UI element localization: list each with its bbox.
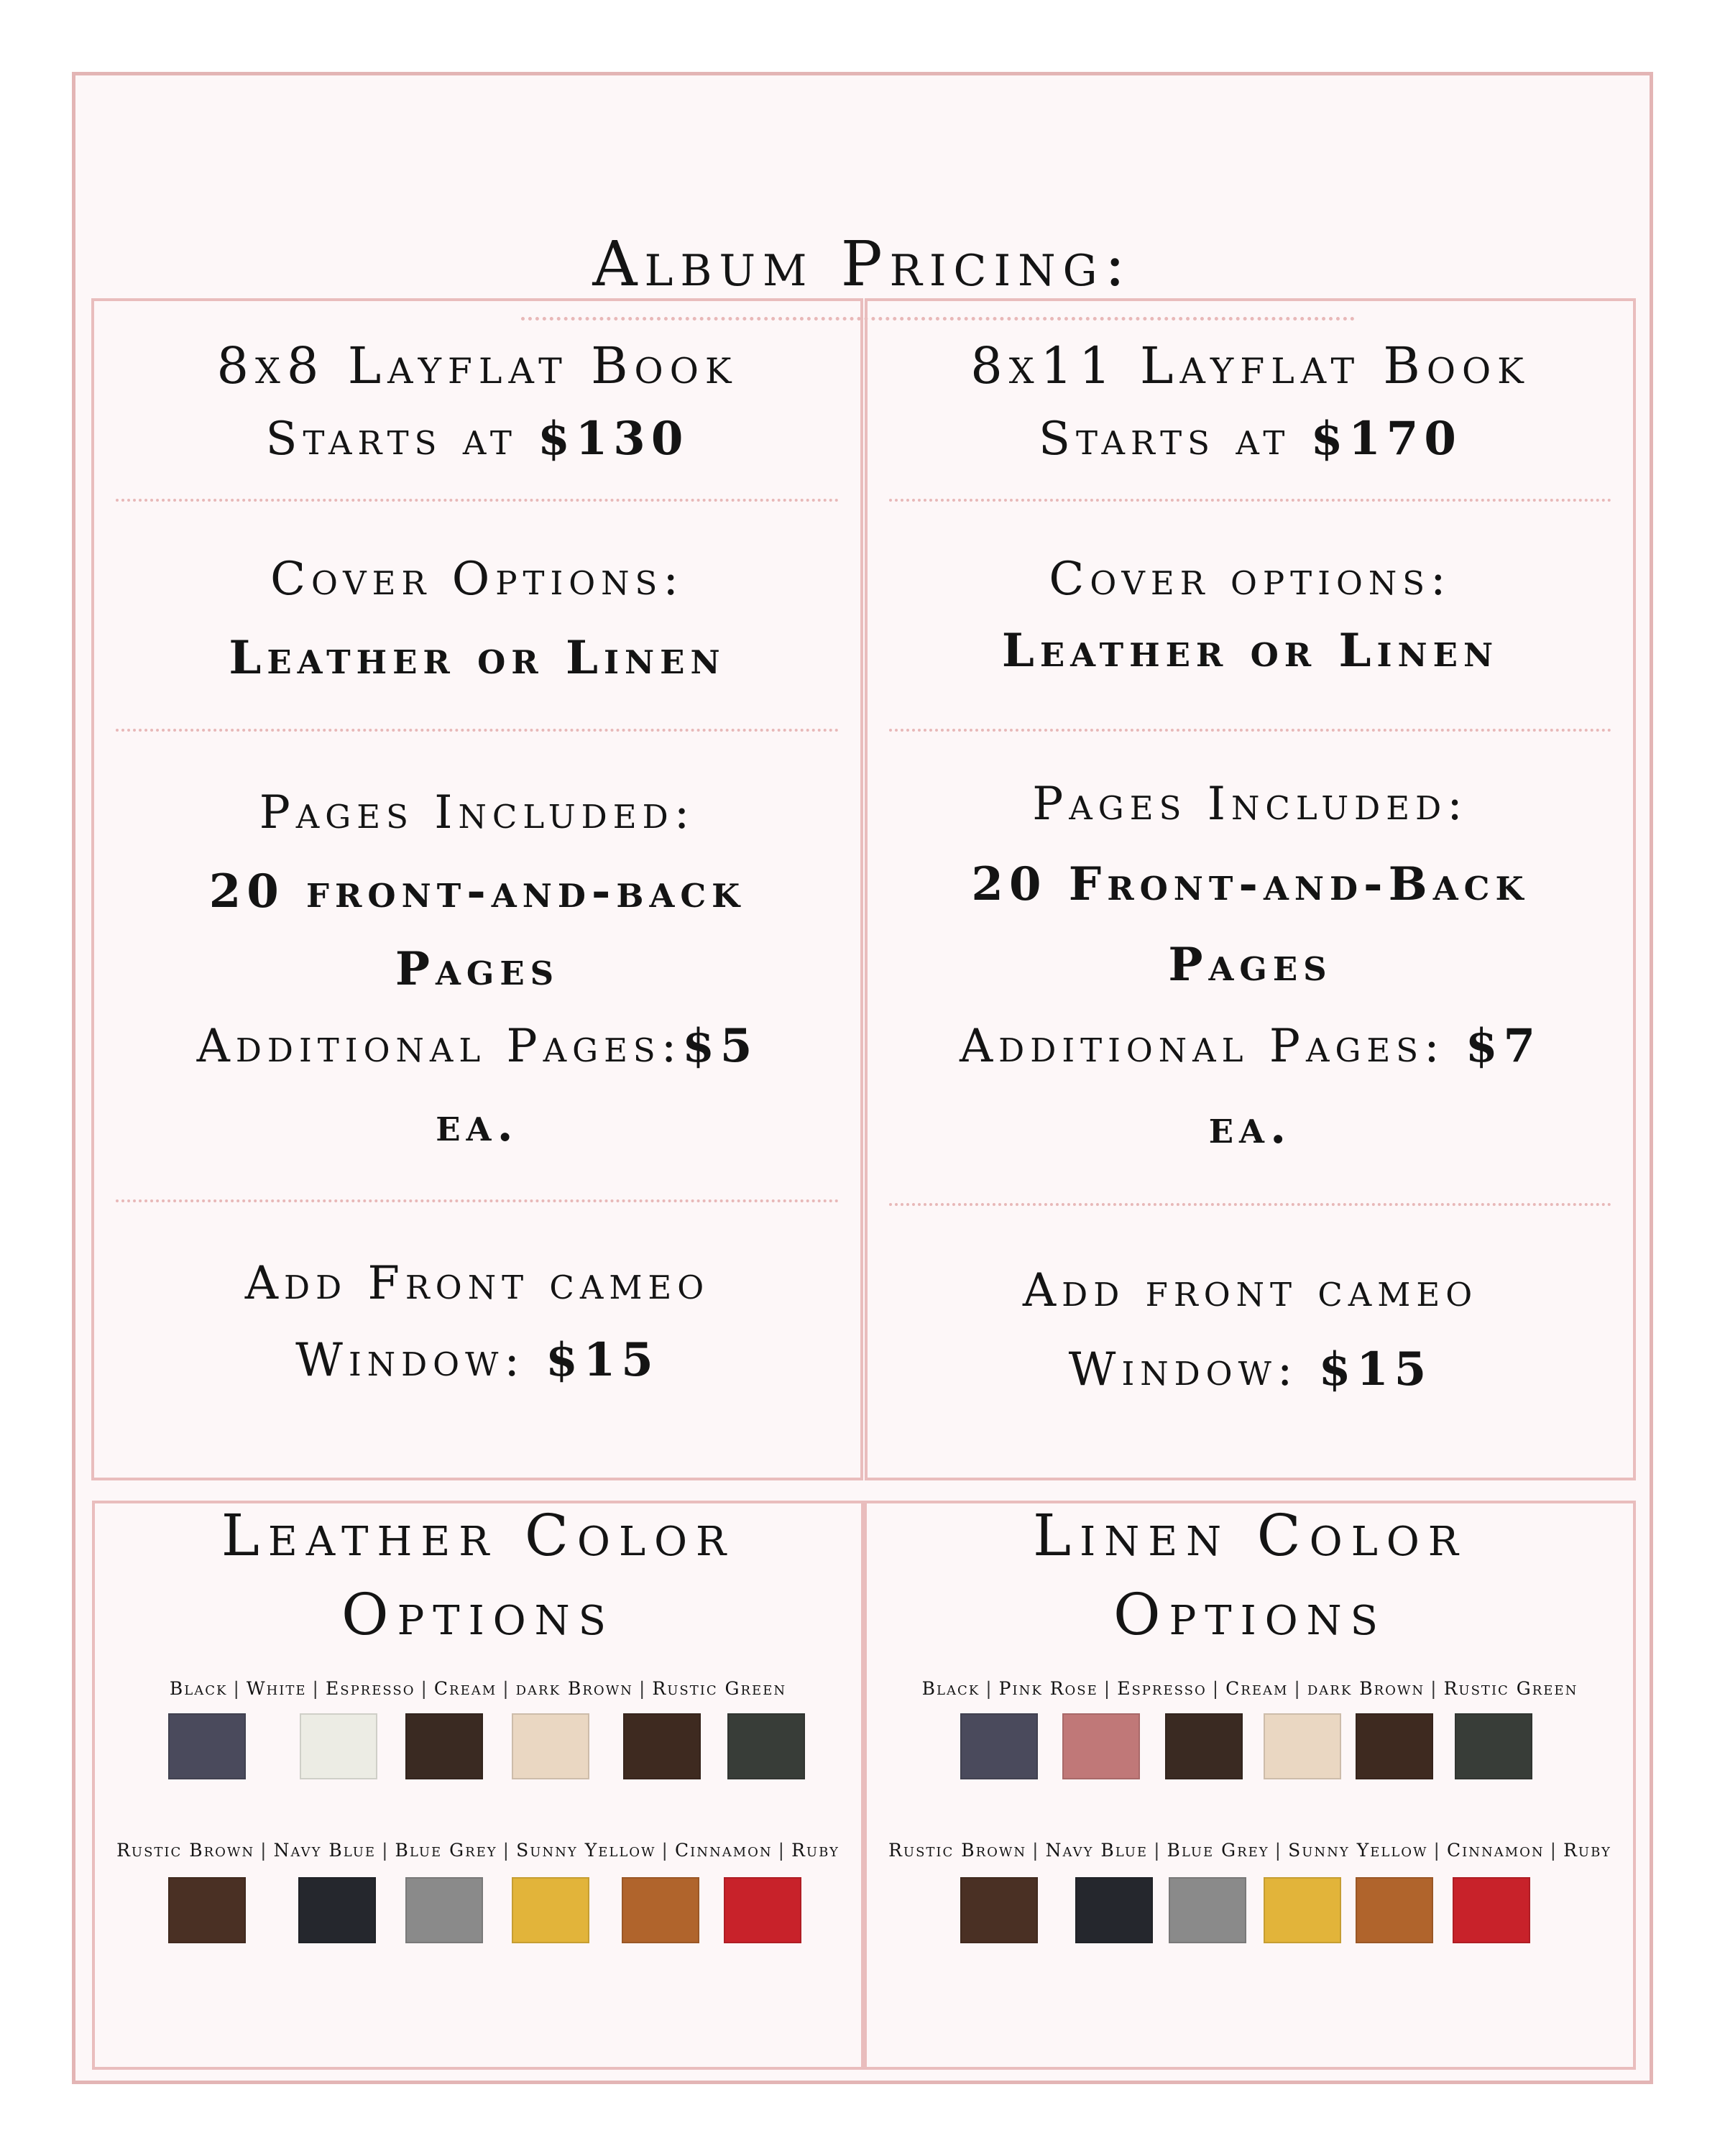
color-name: Sunny Yellow <box>1288 1840 1428 1861</box>
name-separator: | <box>1274 1840 1283 1861</box>
cameo-window-label: Add Front cameo <box>244 1257 710 1310</box>
name-separator: | <box>638 1678 647 1699</box>
color-name: Cinnamon <box>674 1840 773 1861</box>
name-separator: | <box>382 1840 390 1861</box>
book-price: $170 <box>1310 412 1462 466</box>
cover-options-value: Leather or Linen <box>1001 624 1499 678</box>
color-swatch-ruby[interactable] <box>724 1877 801 1943</box>
linen-heading: Linen Color <box>1033 1502 1467 1569</box>
color-swatch-pink-rose[interactable] <box>1062 1713 1140 1779</box>
color-name: Cream <box>1225 1678 1289 1699</box>
pages-included-value-cont: Pages <box>395 942 560 996</box>
section-divider <box>889 729 1611 732</box>
leather-heading: Leather Color <box>221 1502 735 1569</box>
color-swatch-dark-brown[interactable] <box>623 1713 701 1779</box>
additional-pages <box>868 1019 1633 1073</box>
pages-included-value: 20 Front-and-Back <box>971 857 1530 911</box>
color-swatch-white[interactable] <box>300 1713 377 1779</box>
color-swatch-espresso[interactable] <box>1165 1713 1243 1779</box>
cameo-price: $15 <box>1318 1342 1432 1396</box>
name-separator: | <box>502 1840 511 1861</box>
pages-included-value-cont: Pages <box>1168 938 1333 992</box>
name-separator: | <box>1430 1678 1438 1699</box>
cameo-window-price <box>868 1342 1633 1396</box>
name-separator: | <box>1433 1840 1441 1861</box>
additional-pages-suffix: ea. <box>1208 1100 1292 1154</box>
color-name: Cream <box>433 1678 497 1699</box>
name-separator: | <box>778 1840 786 1861</box>
color-swatch-black[interactable] <box>960 1713 1038 1779</box>
color-swatch-blue-grey[interactable] <box>405 1877 483 1943</box>
section-divider <box>889 1203 1611 1206</box>
name-separator: | <box>661 1840 669 1861</box>
name-separator: | <box>312 1678 320 1699</box>
color-swatch-rustic-green[interactable] <box>727 1713 805 1779</box>
color-name: Ruby <box>1563 1840 1611 1861</box>
color-name: Rustic Green <box>652 1678 787 1699</box>
color-swatch-navy-blue[interactable] <box>1075 1877 1153 1943</box>
color-name: Rustic Green <box>1443 1678 1578 1699</box>
color-name: White <box>246 1678 307 1699</box>
book-starting-price <box>868 412 1633 466</box>
color-name: Cinnamon <box>1446 1840 1545 1861</box>
additional-pages <box>94 1019 860 1073</box>
linen-heading-cont: Options <box>1113 1581 1386 1648</box>
color-swatch-sunny-yellow[interactable] <box>512 1877 589 1943</box>
pages-included-label: Pages Included: <box>1032 778 1468 831</box>
additional-pages-suffix: ea. <box>436 1098 519 1152</box>
book-price: $130 <box>538 412 689 466</box>
name-separator: | <box>1212 1678 1220 1699</box>
leather-color-panel <box>92 1501 864 2070</box>
name-separator: | <box>260 1840 268 1861</box>
color-name: Black <box>921 1678 980 1699</box>
name-separator: | <box>233 1678 241 1699</box>
starts-at-label: Starts at <box>1039 413 1291 466</box>
color-name: dark Brown <box>515 1678 633 1699</box>
pages-included-value: 20 front-and-back <box>208 865 746 918</box>
cameo-window-label: Add front cameo <box>1022 1264 1478 1317</box>
additional-pages-price: $7 <box>1465 1019 1542 1073</box>
section-divider <box>116 1199 839 1202</box>
name-separator: | <box>1294 1678 1302 1699</box>
color-name: Navy Blue <box>1045 1840 1149 1861</box>
cameo-window-price <box>94 1333 860 1387</box>
book-name: 8x8 Layflat Book <box>216 336 738 395</box>
book-name: 8x11 Layflat Book <box>970 336 1530 395</box>
name-separator: | <box>985 1678 993 1699</box>
book-panel-8x11 <box>865 298 1636 1480</box>
color-name: Ruby <box>791 1840 840 1861</box>
cameo-price: $15 <box>546 1333 659 1387</box>
color-name: dark Brown <box>1307 1678 1425 1699</box>
color-name: Blue Grey <box>1167 1840 1269 1861</box>
name-separator: | <box>1154 1840 1162 1861</box>
color-name: Navy Blue <box>273 1840 377 1861</box>
color-swatch-cream[interactable] <box>512 1713 589 1779</box>
cover-options-value: Leather or Linen <box>229 631 726 685</box>
color-swatch-espresso[interactable] <box>405 1713 483 1779</box>
leather-row1-names <box>95 1680 861 1697</box>
color-name: Black <box>169 1678 228 1699</box>
section-divider <box>116 499 839 502</box>
name-separator: | <box>1103 1678 1112 1699</box>
color-swatch-dark-brown[interactable] <box>1356 1713 1433 1779</box>
color-swatch-black[interactable] <box>168 1713 246 1779</box>
color-swatch-cinnamon[interactable] <box>1356 1877 1433 1943</box>
name-separator: | <box>1550 1840 1558 1861</box>
color-name: Pink Rose <box>998 1678 1098 1699</box>
leather-heading-cont: Options <box>341 1581 615 1648</box>
name-separator: | <box>502 1678 510 1699</box>
name-separator: | <box>420 1678 428 1699</box>
color-name: Espresso <box>325 1678 415 1699</box>
cameo-window-word: Window: <box>295 1334 525 1387</box>
leather-row2-names <box>95 1841 861 1859</box>
additional-pages-price: $5 <box>682 1019 758 1073</box>
color-name: Rustic Brown <box>888 1840 1027 1861</box>
color-swatch-rustic-brown[interactable] <box>960 1877 1038 1943</box>
color-name: Rustic Brown <box>116 1840 255 1861</box>
cover-options-label: Cover Options: <box>270 553 684 606</box>
color-swatch-cream[interactable] <box>1264 1713 1341 1779</box>
book-starting-price <box>94 412 860 466</box>
linen-color-panel <box>864 1501 1636 2070</box>
additional-pages-label: Additional Pages: <box>959 1020 1445 1073</box>
color-name: Sunny Yellow <box>516 1840 656 1861</box>
color-swatch-blue-grey[interactable] <box>1169 1877 1246 1943</box>
color-name: Espresso <box>1117 1678 1207 1699</box>
color-name: Blue Grey <box>395 1840 497 1861</box>
page-title: Album Pricing: <box>592 229 1133 300</box>
color-swatch-rustic-green[interactable] <box>1455 1713 1532 1779</box>
cover-options-label: Cover options: <box>1049 553 1452 606</box>
additional-pages-label: Additional Pages: <box>196 1020 683 1073</box>
color-swatch-ruby[interactable] <box>1453 1877 1530 1943</box>
book-panel-8x8 <box>91 298 863 1480</box>
section-divider <box>889 499 1611 502</box>
starts-at-label: Starts at <box>265 413 518 466</box>
linen-row1-names <box>867 1680 1633 1697</box>
color-swatch-sunny-yellow[interactable] <box>1264 1877 1341 1943</box>
cameo-window-word: Window: <box>1068 1343 1299 1396</box>
name-separator: | <box>1032 1840 1040 1861</box>
pages-included-label: Pages Included: <box>259 786 696 839</box>
color-swatch-navy-blue[interactable] <box>298 1877 376 1943</box>
section-divider <box>116 729 839 732</box>
color-swatch-cinnamon[interactable] <box>622 1877 699 1943</box>
color-swatch-rustic-brown[interactable] <box>168 1877 246 1943</box>
linen-row2-names <box>867 1841 1633 1859</box>
